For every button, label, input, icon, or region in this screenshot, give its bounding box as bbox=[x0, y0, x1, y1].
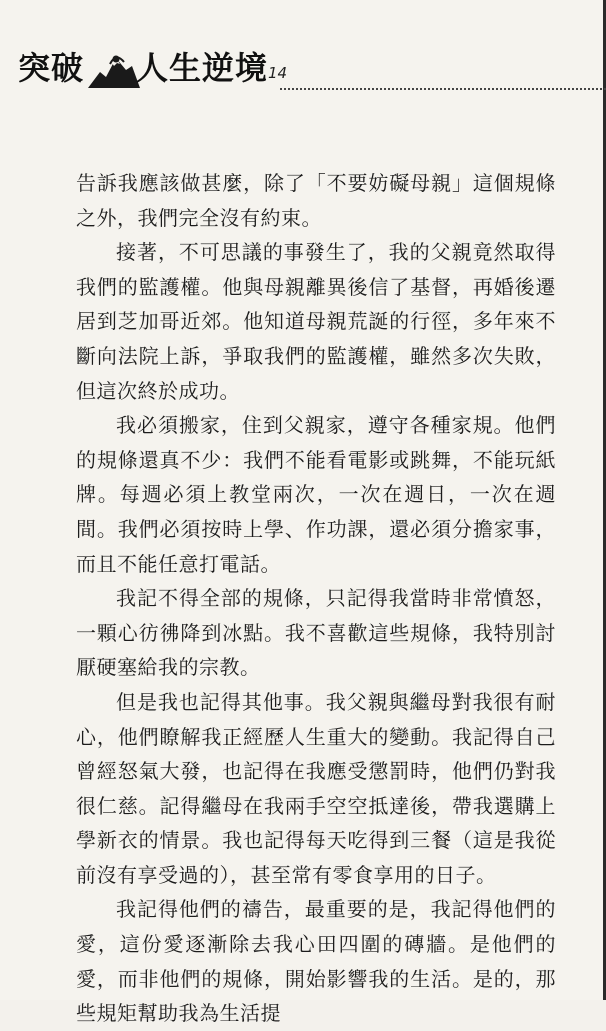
paragraph: 告訴我應該做甚麼，除了「不要妨礙母親」這個規條之外，我們完全沒有約束。 bbox=[76, 171, 556, 230]
paragraph: 我必須搬家，住到父親家，遵守各種家規。他們的規條還真不少：我們不能看電影或跳舞，不能玩紙牌。每週必須上教堂兩次，一次在週日，一次在週間。我們必須按時上學、作功課，還必須分擔家事，而且不能任意打電話。 bbox=[76, 413, 556, 576]
page-number: 14 bbox=[268, 64, 288, 82]
paragraph: 但是我也記得其他事。我父親與繼母對我很有耐心，他們瞭解我正經歷人生重大的變動。我記得自己曾經怒氣大發，也記得在我應受懲罰時，他們仍對我很仁慈。記得繼母在我兩手空空抵達後，帶我選購上學新衣的情景。我也記得每天吃得到三餐（這是我從前沒有享受過的），甚至常有零食享用的日子。 bbox=[76, 689, 556, 887]
body-text bbox=[76, 166, 556, 1031]
paragraph: 我記不得全部的規條，只記得我當時非常憤怒，一顆心彷彿降到冰點。我不喜歡這些規條，我特別討厭硬塞給我的宗教。 bbox=[76, 586, 556, 680]
paragraph: 我記得他們的禱告，最重要的是，我記得他們的愛，這份愛逐漸除去我心田四圍的磚牆。是他們的愛，而非他們的規條，開始影響我的生活。是的，那些規矩幫助我為生活提 bbox=[76, 897, 556, 1026]
book-title-part1: 突破 bbox=[18, 49, 85, 87]
paragraph: 接著，不可思議的事發生了，我的父親竟然取得我們的監護權。他與母親離異後信了基督，再婚後遷居到芝加哥近郊。他知道母親荒誕的行徑，多年來不斷向法院上訴，爭取我們的監護權，雖然多次失敗，但這次終於成功。 bbox=[76, 240, 556, 403]
mountain-icon bbox=[86, 50, 142, 90]
header-dotted-rule bbox=[280, 88, 606, 90]
book-title-part2: 人生逆境 bbox=[136, 49, 269, 87]
running-header bbox=[18, 46, 598, 98]
